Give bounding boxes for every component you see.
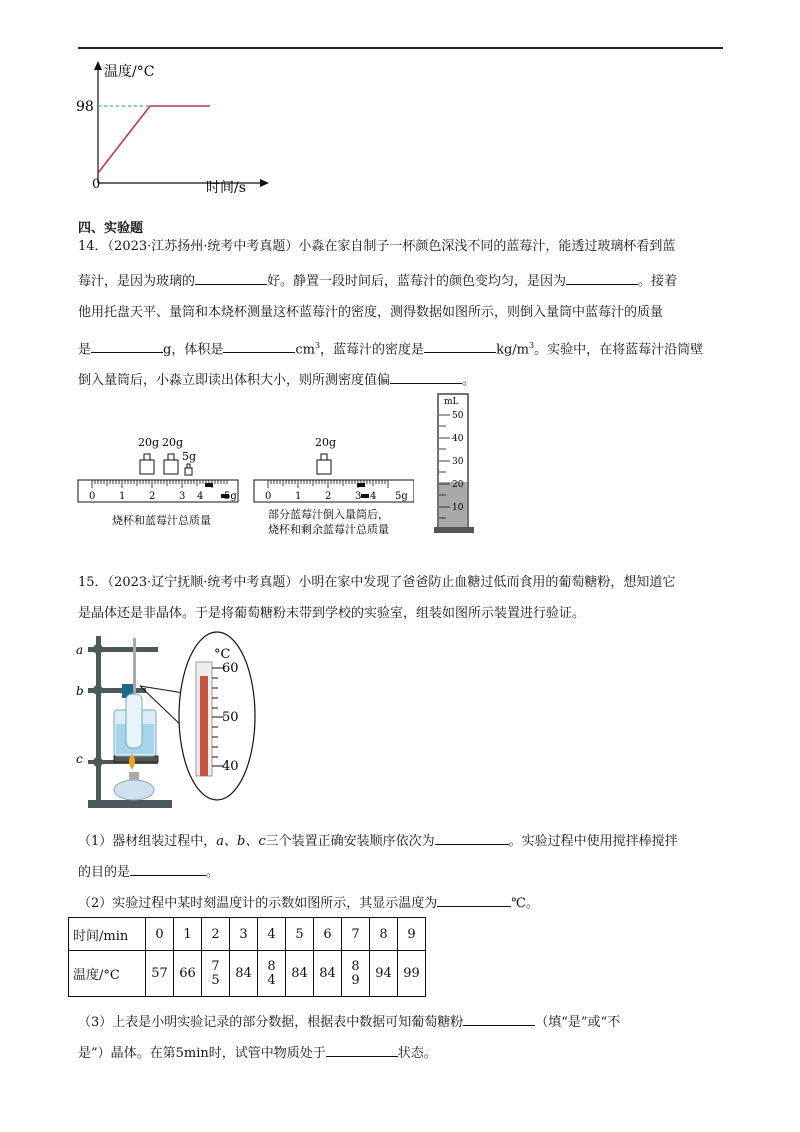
x-axis-arrow [260, 179, 269, 187]
svg-text:5g: 5g [224, 491, 237, 502]
table-row: 时间/min 0 1 2 3 4 5 6 7 8 9 [69, 918, 426, 951]
right-caption-2: 烧杯和剩余蓝莓汁总质量 [268, 523, 389, 536]
table-header-cell: 温度/°C [69, 951, 146, 997]
label-c: c [76, 752, 83, 766]
weight-label: 20g [162, 436, 184, 449]
answer-blank[interactable] [390, 369, 462, 384]
temperature-table [68, 917, 426, 997]
graduated-cylinder-figure [432, 392, 476, 536]
answer-blank[interactable] [326, 1042, 398, 1057]
label-a: a [76, 643, 84, 657]
section-title: 四、实验题 [78, 221, 144, 236]
cylinder-base [434, 527, 474, 533]
heating-apparatus-figure [74, 630, 274, 812]
svg-text:20: 20 [452, 480, 464, 490]
answer-blank[interactable] [435, 830, 509, 845]
mercury-column [200, 676, 208, 776]
weight-20g-icon [140, 454, 154, 474]
svg-text:4: 4 [197, 491, 204, 502]
y-axis-arrow [94, 61, 102, 70]
weight-label: 5g [182, 450, 197, 463]
q15-part2: （2）实验过程中某时刻温度计的示数如图所示，其显示温度为 ℃。 [78, 892, 723, 914]
rider-marker [205, 483, 213, 487]
q15-part1-line1: （1）器材组装过程中，a、b、c三个装置正确安装顺序依次为 。实验过程中使用搅拌棒搅拌 [78, 830, 723, 852]
q14-line-3: 他用托盘天平、量筒和本烧杯测量这杯蓝莓汁的密度，测得数据如图所示，则倒入量筒中蓝莓汁的质量 [78, 305, 664, 320]
answer-blank[interactable] [223, 338, 295, 353]
answer-blank[interactable] [437, 892, 511, 907]
svg-text:3: 3 [179, 491, 186, 502]
right-caption-1: 部分蓝莓汁倒入量筒后， [268, 508, 389, 521]
q14-line-4: 是 g，体积是 $cm^3$，蓝莓汁的密度是 $kg/m^3$。实验中，在将蓝莓汁沿筒壁 [78, 336, 723, 360]
svg-text:0: 0 [265, 491, 272, 502]
y-tick-98: 98 [76, 99, 94, 115]
balance-figure [74, 430, 414, 542]
label-b: b [76, 684, 84, 698]
temperature-time-graph [70, 58, 280, 198]
y-axis-label: 温度/°C [104, 64, 155, 80]
svg-text:5g: 5g [395, 491, 408, 502]
svg-text:60: 60 [222, 661, 239, 676]
answer-blank[interactable] [130, 861, 206, 876]
svg-text:3: 3 [355, 491, 362, 502]
q15-part3-line2: 是”）晶体。在第5min时，试管中物质处于 状态。 [78, 1042, 723, 1064]
rider-marker [361, 494, 369, 498]
weight-label: 20g [138, 436, 160, 449]
svg-text:50: 50 [222, 710, 239, 725]
q15-part3-line1: （3）上表是小明实验记录的部分数据，根据表中数据可知葡萄糖粉 （填“是”或“不 [78, 1011, 723, 1033]
q14-line-1: 14．（2023·江苏扬州·统考中考真题）小淼在家自制子一杯颜色深浅不同的蓝莓汁，能透过玻璃杯看到蓝 [78, 239, 676, 254]
svg-text:2: 2 [325, 491, 332, 502]
answer-blank[interactable] [195, 270, 267, 285]
cylinder-unit: mL [444, 397, 459, 407]
weight-20g-icon [317, 454, 331, 474]
svg-text:10: 10 [452, 503, 464, 513]
answer-blank[interactable] [566, 270, 638, 285]
svg-text:40: 40 [222, 759, 239, 774]
svg-text:4: 4 [370, 491, 377, 502]
q15-line-2: 是晶体还是非晶体。于是将葡萄糖粉末带到学校的实验室，组装如图所示装置进行验证。 [78, 606, 586, 621]
answer-blank[interactable] [424, 338, 496, 353]
wire-gauze [114, 756, 158, 762]
header-rule [78, 47, 723, 49]
stand-rod [96, 636, 101, 802]
svg-text:0: 0 [89, 491, 96, 502]
answer-blank[interactable] [91, 338, 163, 353]
svg-text:40: 40 [452, 434, 464, 444]
weight-20g-icon [164, 454, 178, 474]
svg-text:1: 1 [119, 491, 126, 502]
svg-text:1: 1 [295, 491, 302, 502]
alcohol-lamp [114, 780, 154, 800]
test-tube [126, 694, 142, 748]
weight-label: 20g [315, 436, 337, 449]
svg-text:50: 50 [452, 411, 464, 421]
svg-text:2: 2 [149, 491, 156, 502]
q14-line-2: 莓汁，是因为玻璃的 好。静置一段时间后，蓝莓汁的颜色变均匀，是因为 。接着 [78, 270, 723, 292]
thermometer-unit: °C [214, 647, 231, 662]
weight-5g-icon [185, 464, 192, 475]
left-caption: 烧杯和蓝莓汁总质量 [112, 514, 211, 527]
origin-label: 0 [92, 177, 101, 192]
svg-text:30: 30 [452, 457, 464, 467]
table-header-cell: 时间/min [69, 918, 146, 951]
q14-line-5: 倒入量筒后，小淼立即读出体积大小，则所测密度值偏 。 [78, 369, 723, 391]
table-row: 温度/°C 57 66 7 5 84 8 4 84 84 8 9 94 99 [69, 951, 426, 997]
x-axis-label: 时间/s [206, 180, 246, 196]
answer-blank[interactable] [463, 1011, 535, 1026]
q15-part1-line2: 的目的是 。 [78, 861, 723, 883]
rider-marker [357, 483, 365, 487]
q15-line-1: 15．（2023·辽宁抚顺·统考中考真题）小明在家中发现了爸爸防止血糖过低而食用的葡萄糖粉，想知道它 [78, 575, 676, 590]
temperature-curve [98, 106, 210, 173]
